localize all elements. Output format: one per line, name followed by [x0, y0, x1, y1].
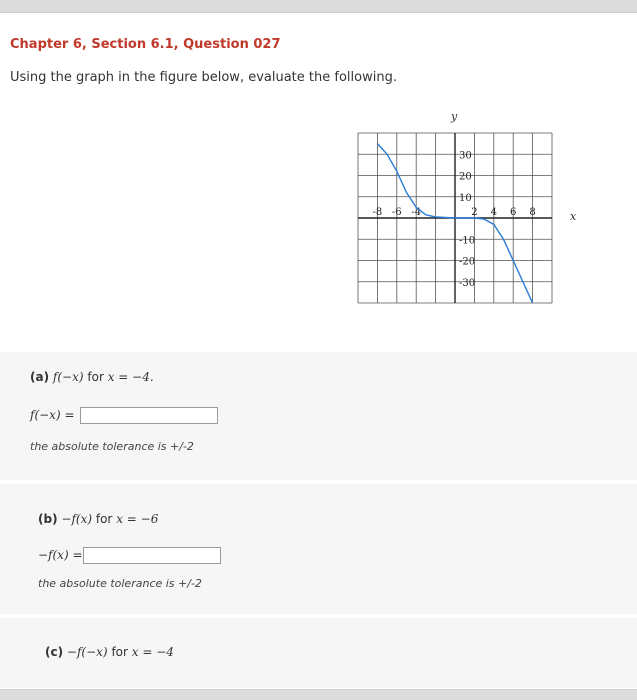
part-a-panel [0, 351, 637, 480]
part-c-label [45, 645, 174, 659]
part-b-answer-label: −f(x) = [38, 548, 83, 562]
part-c-panel [0, 617, 637, 688]
part-a-label [30, 370, 154, 384]
part-b-label [38, 512, 158, 526]
part-c-tag: (c) [45, 645, 64, 659]
x-tick-label: 6 [510, 207, 517, 218]
y-axis-label: y [451, 110, 458, 123]
y-tick-label: 10 [459, 192, 472, 204]
part-a-answer-row [30, 408, 75, 422]
question-title: Chapter 6, Section 6.1, Question 027 [10, 37, 281, 52]
part-b-answer-input[interactable] [83, 547, 221, 564]
part-a-condition-prefix: for [87, 370, 104, 384]
part-a-expression: f(−x) [52, 370, 84, 384]
part-a-condition: x = −4. [107, 370, 154, 384]
part-a-answer-input[interactable] [80, 407, 218, 424]
part-b-tag: (b) [38, 512, 58, 526]
y-tick-label: -20 [459, 256, 476, 268]
x-tick-label: -4 [411, 207, 422, 218]
y-tick-label: -30 [459, 277, 476, 289]
y-tick-label: 30 [459, 150, 472, 162]
part-c-condition: x = −4 [131, 645, 174, 659]
function-graph [330, 93, 590, 353]
part-b-panel [0, 483, 637, 614]
question-header [0, 13, 637, 353]
y-tick-label: 20 [459, 171, 472, 183]
part-b-answer-row [38, 548, 83, 562]
x-tick-label: -8 [372, 207, 383, 218]
part-b-tolerance: the absolute tolerance is +/-2 [38, 577, 202, 590]
part-b-condition-prefix: for [95, 512, 113, 526]
part-a-tolerance: the absolute tolerance is +/-2 [30, 440, 194, 453]
part-b-condition: x = −6 [116, 512, 159, 526]
question-sheet [0, 12, 637, 690]
question-prompt: Using the graph in the figure below, evaluate the following. [10, 70, 397, 85]
y-tick-label: -10 [459, 235, 476, 247]
x-tick-label: 8 [529, 207, 536, 218]
x-tick-label: 2 [471, 207, 478, 218]
part-a-answer-label: f(−x) = [30, 408, 75, 422]
part-c-expression: −f(−x) [66, 645, 108, 659]
x-axis-label: x [570, 210, 577, 223]
x-tick-label: -6 [391, 207, 402, 218]
part-c-condition-prefix: for [111, 645, 128, 659]
part-b-expression: −f(x) [61, 512, 93, 526]
x-tick-label: 4 [490, 207, 497, 218]
part-a-tag: (a) [30, 370, 50, 384]
